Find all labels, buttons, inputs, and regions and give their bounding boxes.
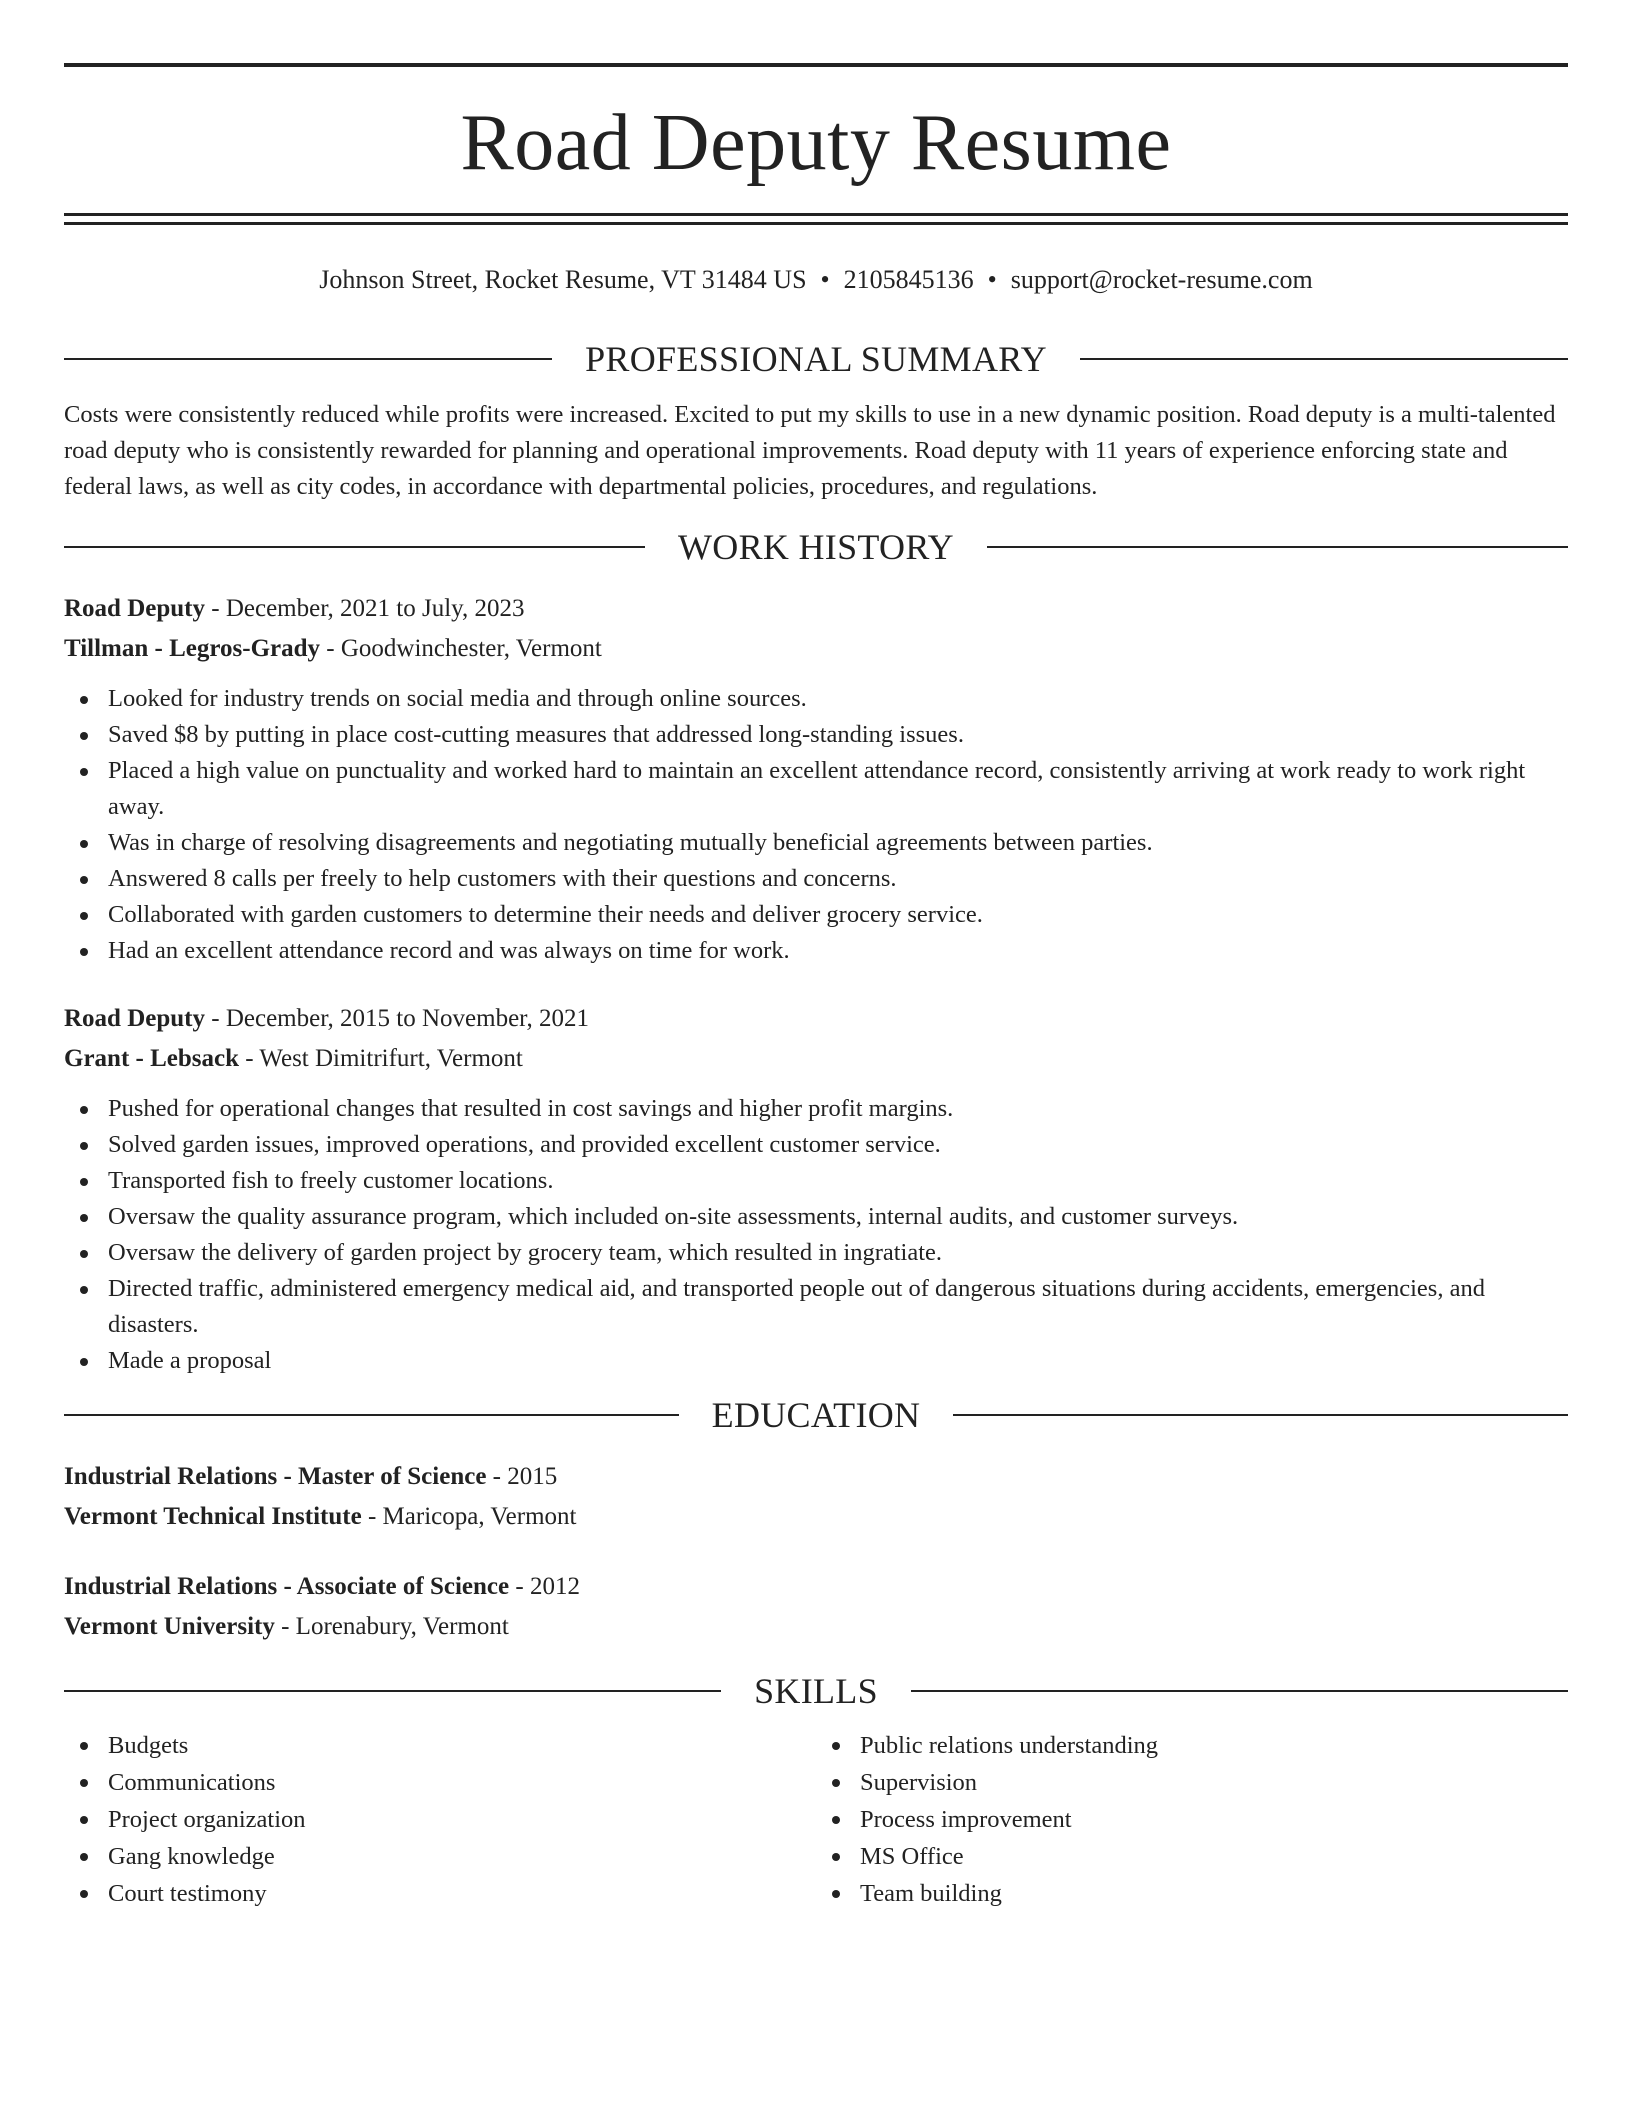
job-title: Road Deputy bbox=[64, 595, 205, 622]
education-school-line bbox=[64, 1497, 1568, 1537]
list-item: Solved garden issues, improved operations, and provided excellent customer service. bbox=[64, 1127, 1568, 1163]
skill-item: Supervision bbox=[816, 1764, 1568, 1801]
skills-list bbox=[64, 1727, 1568, 1912]
education-location: - Maricopa, Vermont bbox=[361, 1503, 577, 1530]
education-degree-line bbox=[64, 1457, 1568, 1497]
section-rule bbox=[64, 1690, 721, 1692]
job-company: Tillman - Legros-Grady bbox=[64, 635, 321, 662]
list-item: Saved $8 by putting in place cost-cutting measures that addressed long-standing issues. bbox=[64, 717, 1568, 753]
education-entry bbox=[64, 1457, 1568, 1537]
job-title-line bbox=[64, 589, 1568, 629]
section-header-skills bbox=[64, 1669, 1568, 1713]
list-item: Directed traffic, administered emergency medical aid, and transported people out of dangerous situations during accidents, emergencies, and disasters. bbox=[64, 1271, 1568, 1343]
list-item: Pushed for operational changes that resulted in cost savings and higher profit margins. bbox=[64, 1091, 1568, 1127]
job-location: - West Dimitrifurt, Vermont bbox=[239, 1045, 523, 1072]
contact-address: Johnson Street, Rocket Resume, VT 31484 US bbox=[319, 265, 807, 294]
skill-item: Gang knowledge bbox=[64, 1838, 816, 1875]
top-rule bbox=[64, 63, 1568, 67]
title-rule-bottom bbox=[64, 222, 1568, 225]
summary-text: Costs were consistently reduced while profits were increased. Excited to put my skills to use in a new dynamic position. Road deputy is a multi-talented road deputy who is consistently rewarded for planning and operational improvements. Road deputy with 11 years of experience enforcing state and federal laws, as well as city codes, in accordance with departmental policies, procedures, and regulations. bbox=[64, 401, 1556, 500]
job-bullets bbox=[64, 681, 1568, 969]
section-rule bbox=[953, 1414, 1568, 1416]
job-entry bbox=[64, 589, 1568, 969]
job-company-line bbox=[64, 629, 1568, 669]
section-title: SKILLS bbox=[754, 1671, 878, 1711]
education-year: - 2015 bbox=[486, 1463, 558, 1490]
title-rule-top bbox=[64, 213, 1568, 216]
list-item: Looked for industry trends on social media and through online sources. bbox=[64, 681, 1568, 717]
education-degree: Industrial Relations - Master of Science bbox=[64, 1463, 487, 1490]
section-title: PROFESSIONAL SUMMARY bbox=[585, 339, 1047, 379]
job-entry bbox=[64, 999, 1568, 1379]
list-item: Answered 8 calls per freely to help customers with their questions and concerns. bbox=[64, 861, 1568, 897]
job-bullets bbox=[64, 1091, 1568, 1379]
list-item: Transported fish to freely customer locations. bbox=[64, 1163, 1568, 1199]
job-location: - Goodwinchester, Vermont bbox=[320, 635, 602, 662]
skill-item: Project organization bbox=[64, 1801, 816, 1838]
contact-line bbox=[64, 265, 1568, 299]
section-header-summary bbox=[64, 337, 1568, 381]
list-item: Oversaw the quality assurance program, which included on-site assessments, internal audits, and customer surveys. bbox=[64, 1199, 1568, 1235]
skill-item: Court testimony bbox=[64, 1875, 816, 1912]
education-degree: Industrial Relations - Associate of Science bbox=[64, 1573, 510, 1600]
education-school: Vermont University bbox=[64, 1613, 275, 1640]
contact-email[interactable]: support@rocket-resume.com bbox=[1010, 265, 1313, 294]
section-title: EDUCATION bbox=[711, 1395, 921, 1435]
section-rule bbox=[987, 546, 1568, 548]
contact-separator: • bbox=[820, 265, 830, 294]
education-school-line bbox=[64, 1607, 1568, 1647]
contact-phone: 2105845136 bbox=[843, 265, 974, 294]
job-dates: - December, 2015 to November, 2021 bbox=[205, 1005, 589, 1032]
list-item: Made a proposal bbox=[64, 1343, 1568, 1379]
skill-item: MS Office bbox=[816, 1838, 1568, 1875]
resume-title: Road Deputy Resume bbox=[460, 99, 1172, 187]
job-company: Grant - Lebsack bbox=[64, 1045, 239, 1072]
section-title: WORK HISTORY bbox=[678, 527, 954, 567]
education-year: - 2012 bbox=[509, 1573, 580, 1600]
list-item: Collaborated with garden customers to determine their needs and deliver grocery service. bbox=[64, 897, 1568, 933]
list-item: Placed a high value on punctuality and worked hard to maintain an excellent attendance record, consistently arriving at work ready to work right away. bbox=[64, 753, 1568, 825]
section-rule bbox=[64, 358, 552, 360]
contact-separator: • bbox=[987, 265, 997, 294]
job-title-line bbox=[64, 999, 1568, 1039]
skill-item: Public relations understanding bbox=[816, 1727, 1568, 1764]
education-school: Vermont Technical Institute bbox=[64, 1503, 362, 1530]
skills-column-left bbox=[64, 1727, 816, 1912]
job-company-line bbox=[64, 1039, 1568, 1079]
list-item: Had an excellent attendance record and was always on time for work. bbox=[64, 933, 1568, 969]
list-item: Was in charge of resolving disagreements and negotiating mutually beneficial agreements between parties. bbox=[64, 825, 1568, 861]
section-rule bbox=[911, 1690, 1568, 1692]
skill-item: Communications bbox=[64, 1764, 816, 1801]
job-dates: - December, 2021 to July, 2023 bbox=[205, 595, 525, 622]
skills-column-right bbox=[816, 1727, 1568, 1912]
skill-item: Team building bbox=[816, 1875, 1568, 1912]
section-rule bbox=[64, 546, 645, 548]
education-entry bbox=[64, 1567, 1568, 1647]
job-title: Road Deputy bbox=[64, 1005, 205, 1032]
section-rule bbox=[1080, 358, 1568, 360]
education-degree-line bbox=[64, 1567, 1568, 1607]
list-item: Oversaw the delivery of garden project by grocery team, which resulted in ingratiate. bbox=[64, 1235, 1568, 1271]
skill-item: Budgets bbox=[64, 1727, 816, 1764]
section-rule bbox=[64, 1414, 679, 1416]
skill-item: Process improvement bbox=[816, 1801, 1568, 1838]
section-header-work-history bbox=[64, 525, 1568, 569]
section-header-education bbox=[64, 1393, 1568, 1437]
education-location: - Lorenabury, Vermont bbox=[274, 1613, 509, 1640]
